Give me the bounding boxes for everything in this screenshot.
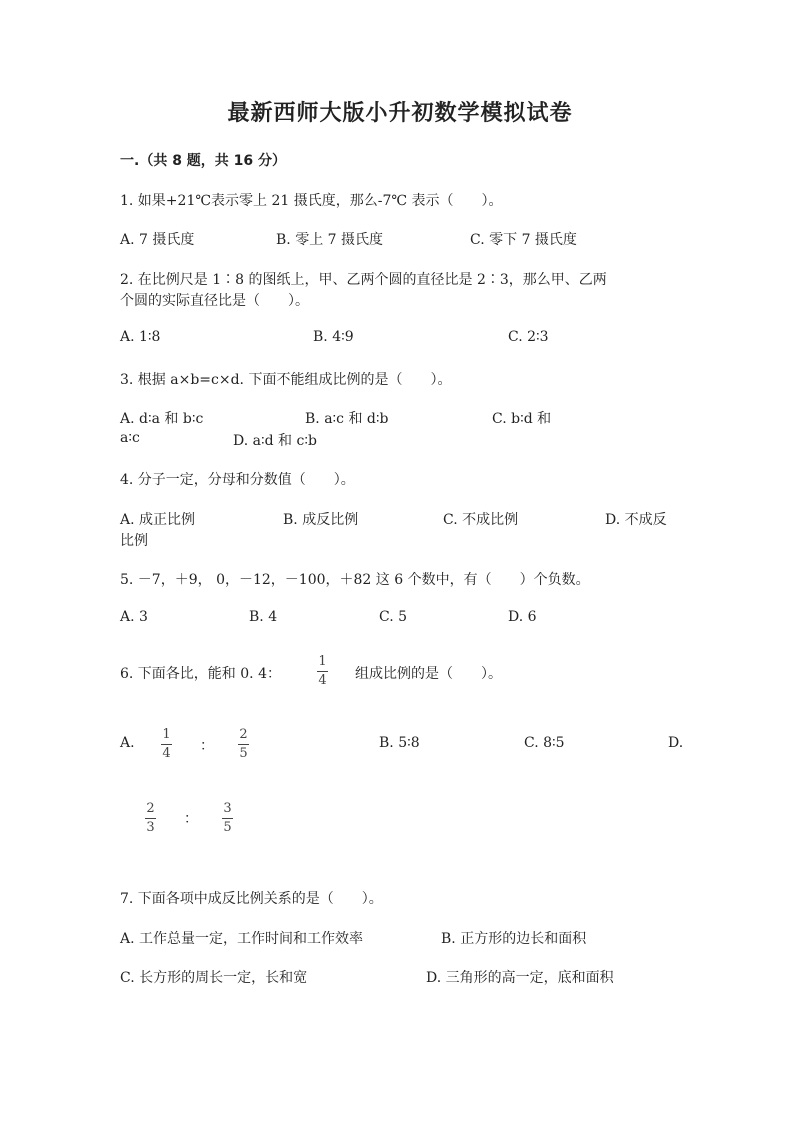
question-3-option-b[interactable]: B. a∶c 和 d∶b <box>305 411 389 427</box>
fraction-numerator: 2 <box>146 801 155 816</box>
option-d-fraction-1 <box>145 802 156 835</box>
question-3-option-d[interactable]: D. a∶d 和 c∶b <box>233 433 317 449</box>
question-4-stem: 4. 分子一定，分母和分数值（ ）。 <box>120 472 355 488</box>
question-2-option-b[interactable]: B. 4∶9 <box>313 329 354 345</box>
question-4-option-a[interactable]: A. 成正比例 <box>120 512 196 528</box>
option-a-fraction-1 <box>161 728 172 761</box>
question-7-option-a[interactable]: A. 工作总量一定，工作时间和工作效率 <box>120 931 364 947</box>
question-4-option-d-continued: 比例 <box>120 533 148 549</box>
option-a-fraction-2 <box>238 728 249 761</box>
question-2-option-a[interactable]: A. 1∶8 <box>120 329 161 345</box>
question-7-option-d[interactable]: D. 三角形的高一定，底和面积 <box>426 970 614 986</box>
question-5-option-c[interactable]: C. 5 <box>379 609 408 625</box>
fraction-numerator: 1 <box>318 654 327 669</box>
question-6-stem-start: 6. 下面各比，能和 0. 4： <box>120 666 281 682</box>
fraction-denominator: 4 <box>162 746 171 761</box>
question-2-stem-line-2: 个圆的实际直径比是（ ）。 <box>120 293 309 309</box>
option-a-label: A. <box>120 735 135 751</box>
fraction-bar <box>317 671 328 672</box>
question-3-stem: 3. 根据 a×b=c×d. 下面不能组成比例的是（ ）。 <box>120 372 452 388</box>
page-title: 最新西师大版小升初数学模拟试卷 <box>227 101 573 126</box>
option-d-label: D. <box>668 735 684 751</box>
fraction-denominator: 5 <box>239 746 248 761</box>
question-7-stem: 7. 下面各项中成反比例关系的是（ ）。 <box>120 891 383 907</box>
question-5-option-a[interactable]: A. 3 <box>120 609 148 625</box>
question-1-option-c[interactable]: C. 零下 7 摄氏度 <box>470 232 577 248</box>
fraction-numerator: 1 <box>162 727 171 742</box>
question-4-option-d[interactable]: D. 不成反 <box>605 512 667 528</box>
question-2-stem-line-1: 2. 在比例尺是 1∶8 的图纸上，甲、乙两个圆的直径比是 2∶3，那么甲、乙两 <box>120 272 607 288</box>
question-6-fraction <box>317 655 328 688</box>
question-5-option-b[interactable]: B. 4 <box>249 609 278 625</box>
question-7-option-c[interactable]: C. 长方形的周长一定，长和宽 <box>120 970 308 986</box>
question-1-stem: 1. 如果+21℃表示零上 21 摄氏度，那么-7℃ 表示（ ）。 <box>120 193 503 209</box>
section-heading: 一.（共 8 题，共 16 分） <box>120 153 287 169</box>
question-5-stem: 5. －7，＋9， 0，－12，－100，＋82 这 6 个数中，有（ ）个负数。 <box>120 572 590 588</box>
question-6-stem-end: 组成比例的是（ ）。 <box>355 666 502 682</box>
fraction-denominator: 3 <box>146 820 155 835</box>
fraction-bar <box>238 744 249 745</box>
option-d-fraction-2 <box>222 802 233 835</box>
question-4-option-c[interactable]: C. 不成比例 <box>443 512 519 528</box>
option-d-colon: ： <box>184 811 198 827</box>
option-a-colon: ： <box>200 738 214 754</box>
fraction-denominator: 5 <box>223 820 232 835</box>
question-3-option-c-continued: a∶c <box>120 430 140 446</box>
question-1-option-b[interactable]: B. 零上 7 摄氏度 <box>276 232 383 248</box>
question-3-option-c[interactable]: C. b∶d 和 <box>492 411 552 427</box>
fraction-bar <box>222 818 233 819</box>
question-4-option-b[interactable]: B. 成反比例 <box>283 512 359 528</box>
fraction-denominator: 4 <box>318 673 327 688</box>
fraction-bar <box>145 818 156 819</box>
question-2-option-c[interactable]: C. 2∶3 <box>508 329 549 345</box>
fraction-numerator: 2 <box>239 727 248 742</box>
question-6-option-b[interactable]: B. 5∶8 <box>379 735 420 751</box>
question-7-option-b[interactable]: B. 正方形的边长和面积 <box>441 931 587 947</box>
question-5-option-d[interactable]: D. 6 <box>508 609 537 625</box>
question-6-option-c[interactable]: C. 8∶5 <box>524 735 565 751</box>
question-3-option-a[interactable]: A. d∶a 和 b∶c <box>120 411 204 427</box>
fraction-bar <box>161 744 172 745</box>
fraction-numerator: 3 <box>223 801 232 816</box>
question-1-option-a[interactable]: A. 7 摄氏度 <box>120 232 195 248</box>
